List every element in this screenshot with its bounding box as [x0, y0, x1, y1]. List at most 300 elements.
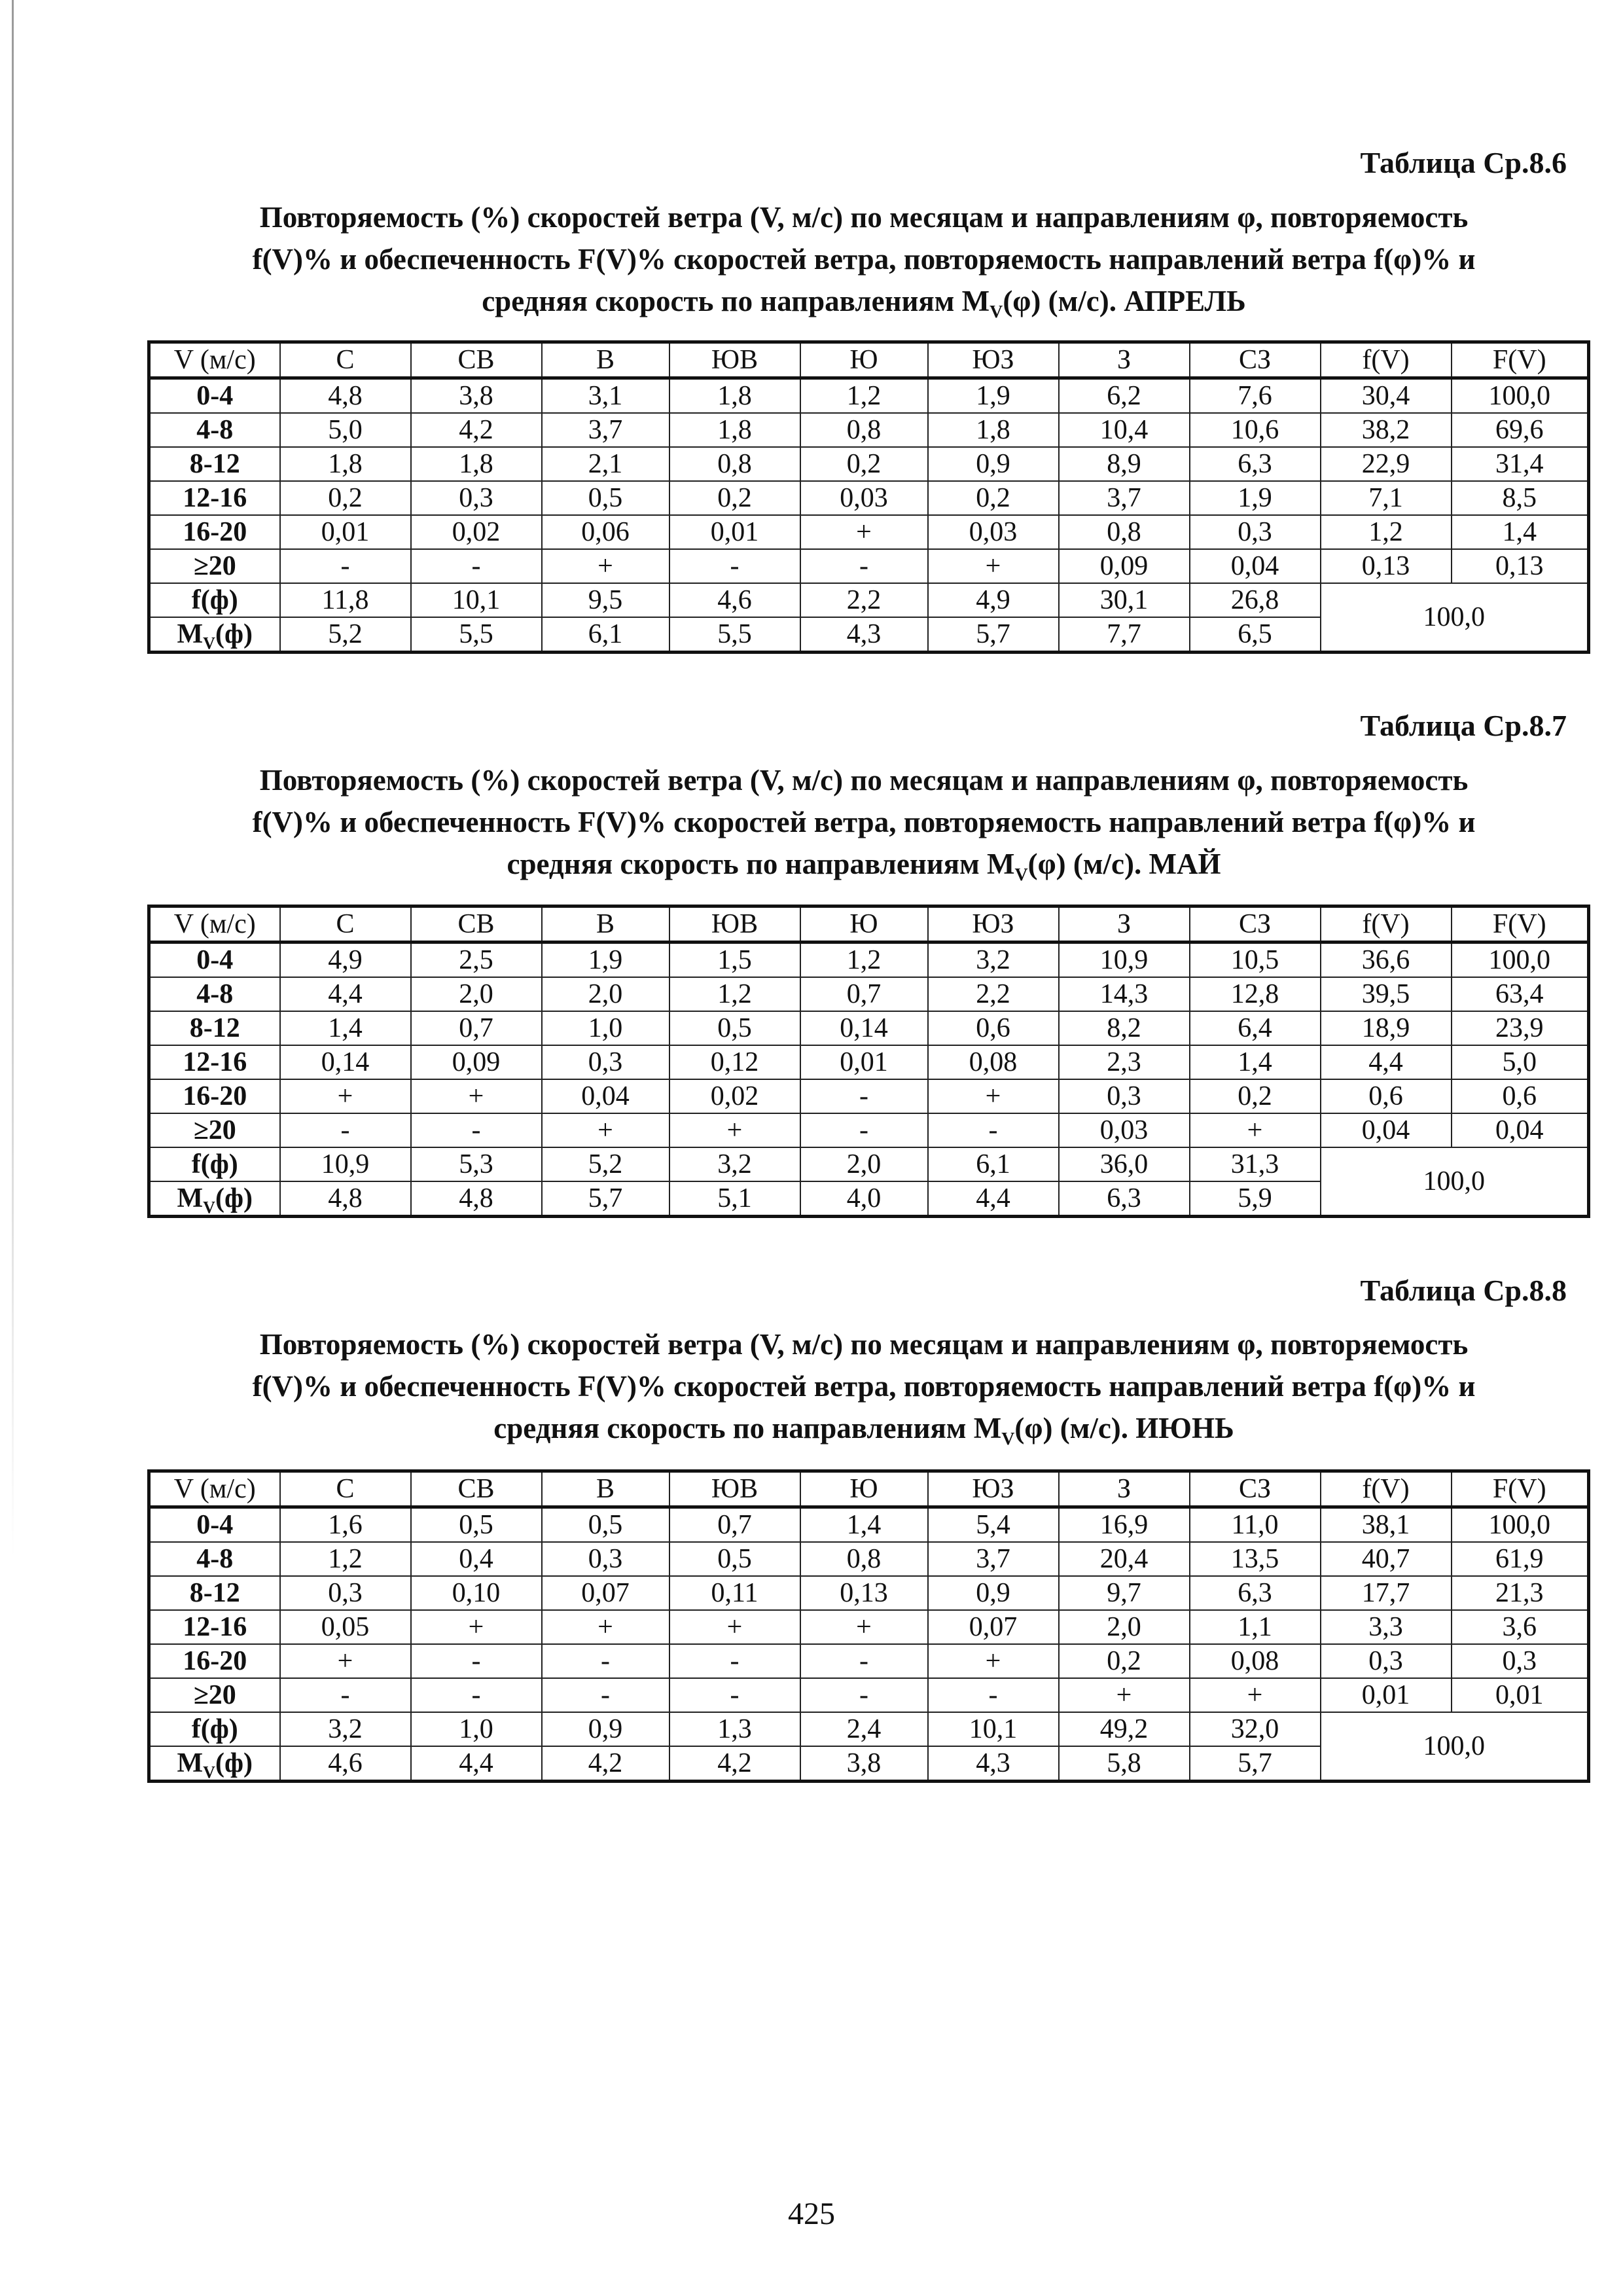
- table-cell: +: [542, 1113, 669, 1147]
- table-cell: 4,4: [411, 1746, 542, 1782]
- table-cell: 3,8: [411, 378, 542, 414]
- table-cell: 1,8: [669, 378, 800, 414]
- table-cell: 4,6: [669, 583, 800, 617]
- table-row-f-phi: [149, 1147, 1589, 1181]
- header-row: [149, 1471, 1589, 1507]
- table-cell: 1,9: [928, 378, 1059, 414]
- table-cell: 0,07: [542, 1576, 669, 1610]
- table-cell: 5,0: [1452, 1045, 1589, 1079]
- table-cell: 17,7: [1321, 1576, 1452, 1610]
- table-row-f-phi: [149, 1712, 1589, 1746]
- table-row: [149, 1576, 1589, 1610]
- table-cell: 0,03: [928, 515, 1059, 549]
- table-cell: 7,7: [1059, 617, 1190, 653]
- table-cell: 1,4: [280, 1011, 411, 1045]
- row-label: ≥20: [149, 549, 280, 583]
- table-cell: 22,9: [1321, 447, 1452, 481]
- table-cell: 6,3: [1190, 447, 1321, 481]
- row-label: 4-8: [149, 977, 280, 1011]
- table-cell: 0,12: [669, 1045, 800, 1079]
- total-cell: 100,0: [1321, 1712, 1589, 1782]
- table-cell: 5,9: [1190, 1181, 1321, 1217]
- caption-line-3: средняя скорость по направлениям $M_V(\varphi)$ (м/с). АПРЕЛЬ: [482, 285, 1246, 322]
- table-cell: 1,2: [280, 1542, 411, 1576]
- table-cell: 0,04: [1452, 1113, 1589, 1147]
- table-cell: 0,11: [669, 1576, 800, 1610]
- table-cell: 4,8: [280, 378, 411, 414]
- table-cell: -: [800, 1079, 928, 1113]
- table-cell: 0,7: [800, 977, 928, 1011]
- table-cell: 5,4: [928, 1507, 1059, 1543]
- table-cell: +: [800, 1610, 928, 1644]
- table-cell: 0,5: [542, 481, 669, 515]
- col-header-fv: f(V): [1321, 906, 1452, 942]
- table-cell: 0,8: [800, 413, 928, 447]
- table-cell: +: [542, 549, 669, 583]
- table-cell: 1,8: [928, 413, 1059, 447]
- row-label: f(ф): [149, 1712, 280, 1746]
- table-cell: -: [411, 549, 542, 583]
- col-header-nw: СЗ: [1190, 342, 1321, 378]
- table-cell: 1,2: [800, 378, 928, 414]
- table-cell: 4,2: [542, 1746, 669, 1782]
- table-cell: 12,8: [1190, 977, 1321, 1011]
- table-cell: 4,6: [280, 1746, 411, 1782]
- table-cell: 5,5: [411, 617, 542, 653]
- table-cell: -: [411, 1113, 542, 1147]
- table-cell: 5,3: [411, 1147, 542, 1181]
- table-cell: 2,0: [1059, 1610, 1190, 1644]
- table-cell: 11,8: [280, 583, 411, 617]
- table-cell: 4,4: [928, 1181, 1059, 1217]
- table-cell: 0,06: [542, 515, 669, 549]
- caption-line-1: Повторяемость (%) скоростей ветра (V, м/с) по месяцам и направлениям φ, повторяемость: [259, 764, 1469, 797]
- col-header-w: З: [1059, 1471, 1190, 1507]
- col-header-speed: V (м/с): [149, 906, 280, 942]
- wind-table-june: [147, 1469, 1590, 1783]
- table-cell: 38,2: [1321, 413, 1452, 447]
- table-cell: 1,4: [800, 1507, 928, 1543]
- table-label: Таблица Ср.8.7: [1360, 709, 1567, 742]
- table-cell: 1,4: [1190, 1045, 1321, 1079]
- table-cell: 0,8: [800, 1542, 928, 1576]
- caption-line-2: f(V)% и обеспеченность F(V)% скоростей ветра, повторяемость направлений ветра f(φ)% и: [252, 806, 1476, 838]
- table-cell: 0,04: [1321, 1113, 1452, 1147]
- table-cell: +: [928, 1079, 1059, 1113]
- table-cell: 3,6: [1452, 1610, 1589, 1644]
- table-cell: 0,08: [1190, 1644, 1321, 1678]
- table-cell: 23,9: [1452, 1011, 1589, 1045]
- table-cell: 4,2: [411, 413, 542, 447]
- table-cell: 9,7: [1059, 1576, 1190, 1610]
- table-row: [149, 413, 1589, 447]
- table-cell: 100,0: [1452, 942, 1589, 978]
- row-label: 12-16: [149, 1045, 280, 1079]
- col-header-e: В: [542, 342, 669, 378]
- table-cell: 0,7: [411, 1011, 542, 1045]
- table-cell: 1,0: [542, 1011, 669, 1045]
- table-cell: 10,9: [280, 1147, 411, 1181]
- table-cell: 3,2: [928, 942, 1059, 978]
- table-cell: 6,1: [928, 1147, 1059, 1181]
- row-label: 16-20: [149, 1079, 280, 1113]
- table-cell: -: [928, 1678, 1059, 1712]
- table-cell: 6,5: [1190, 617, 1321, 653]
- row-label: 16-20: [149, 1644, 280, 1678]
- table-row: [149, 977, 1589, 1011]
- col-header-nw: СЗ: [1190, 906, 1321, 942]
- table-cell: 49,2: [1059, 1712, 1190, 1746]
- table-cell: 1,2: [800, 942, 928, 978]
- table-cell: 0,01: [669, 515, 800, 549]
- table-cell: 6,3: [1059, 1181, 1190, 1217]
- table-cell: 10,5: [1190, 942, 1321, 978]
- table-cell: 0,13: [800, 1576, 928, 1610]
- table-cell: 0,9: [542, 1712, 669, 1746]
- table-cell: 0,8: [669, 447, 800, 481]
- table-cell: +: [928, 549, 1059, 583]
- table-cell: +: [800, 515, 928, 549]
- table-cell: 6,1: [542, 617, 669, 653]
- table-cell: 0,8: [1059, 515, 1190, 549]
- table-row: [149, 1079, 1589, 1113]
- table-cell: 5,1: [669, 1181, 800, 1217]
- table-cell: 0,3: [1190, 515, 1321, 549]
- col-header-ne: СВ: [411, 1471, 542, 1507]
- table-cell: 0,04: [542, 1079, 669, 1113]
- table-cell: -: [669, 1678, 800, 1712]
- table-cell: 10,9: [1059, 942, 1190, 978]
- table-cell: -: [800, 1113, 928, 1147]
- table-cell: 0,3: [1321, 1644, 1452, 1678]
- col-header-ne: СВ: [411, 342, 542, 378]
- table-cell: 2,0: [411, 977, 542, 1011]
- table-row: [149, 1113, 1589, 1147]
- table-cell: 20,4: [1059, 1542, 1190, 1576]
- table-cell: 8,9: [1059, 447, 1190, 481]
- col-header-speed: V (м/с): [149, 342, 280, 378]
- row-label: 0-4: [149, 1507, 280, 1543]
- col-header-Fv: F(V): [1452, 906, 1589, 942]
- table-cell: 13,5: [1190, 1542, 1321, 1576]
- table-cell: 10,1: [411, 583, 542, 617]
- table-cell: -: [280, 549, 411, 583]
- table-cell: +: [1190, 1113, 1321, 1147]
- table-cell: 2,1: [542, 447, 669, 481]
- table-cell: 0,01: [1321, 1678, 1452, 1712]
- table-cell: 5,5: [669, 617, 800, 653]
- row-label: $M_V(ф)$: [149, 1746, 280, 1782]
- table-cell: 1,1: [1190, 1610, 1321, 1644]
- table-cell: 0,6: [1452, 1079, 1589, 1113]
- row-label: 8-12: [149, 1011, 280, 1045]
- table-row: [149, 1507, 1589, 1543]
- table-cell: 3,2: [280, 1712, 411, 1746]
- table-cell: +: [669, 1610, 800, 1644]
- table-cell: -: [800, 1678, 928, 1712]
- table-cell: -: [542, 1678, 669, 1712]
- col-header-nw: СЗ: [1190, 1471, 1321, 1507]
- table-cell: 38,1: [1321, 1507, 1452, 1543]
- col-header-sw: ЮЗ: [928, 906, 1059, 942]
- table-cell: -: [669, 549, 800, 583]
- table-cell: 6,3: [1190, 1576, 1321, 1610]
- table-row: [149, 515, 1589, 549]
- table-cell: 100,0: [1452, 1507, 1589, 1543]
- table-cell: 0,2: [1190, 1079, 1321, 1113]
- table-cell: 10,1: [928, 1712, 1059, 1746]
- table-cell: 0,7: [669, 1507, 800, 1543]
- table-cell: 0,01: [1452, 1678, 1589, 1712]
- table-cell: 8,5: [1452, 481, 1589, 515]
- table-cell: 1,2: [1321, 515, 1452, 549]
- row-label: 0-4: [149, 378, 280, 414]
- table-cell: +: [411, 1610, 542, 1644]
- table-cell: 4,8: [411, 1181, 542, 1217]
- table-cell: 0,5: [669, 1011, 800, 1045]
- row-label: 12-16: [149, 1610, 280, 1644]
- table-cell: 1,9: [1190, 481, 1321, 515]
- table-caption: [157, 196, 1571, 322]
- col-header-Fv: F(V): [1452, 1471, 1589, 1507]
- table-cell: 0,14: [280, 1045, 411, 1079]
- scan-edge-shadow: [12, 0, 14, 1558]
- table-cell: 1,8: [669, 413, 800, 447]
- table-row: [149, 1678, 1589, 1712]
- table-cell: 0,02: [669, 1079, 800, 1113]
- table-cell: 3,2: [669, 1147, 800, 1181]
- row-label: ≥20: [149, 1113, 280, 1147]
- table-cell: 61,9: [1452, 1542, 1589, 1576]
- caption-line-1: Повторяемость (%) скоростей ветра (V, м/с) по месяцам и направлениям φ, повторяемость: [259, 1328, 1469, 1361]
- col-header-se: ЮВ: [669, 1471, 800, 1507]
- table-row: [149, 1011, 1589, 1045]
- table-cell: -: [800, 549, 928, 583]
- row-label: 8-12: [149, 447, 280, 481]
- page-number: 425: [788, 2197, 835, 2231]
- table-cell: 11,0: [1190, 1507, 1321, 1543]
- table-cell: 5,8: [1059, 1746, 1190, 1782]
- table-cell: 10,4: [1059, 413, 1190, 447]
- col-header-se: ЮВ: [669, 342, 800, 378]
- table-cell: -: [280, 1113, 411, 1147]
- caption-line-2: f(V)% и обеспеченность F(V)% скоростей ветра, повторяемость направлений ветра f(φ)% и: [252, 1370, 1476, 1403]
- table-cell: 1,8: [280, 447, 411, 481]
- table-cell: 32,0: [1190, 1712, 1321, 1746]
- table-cell: 39,5: [1321, 977, 1452, 1011]
- table-cell: 3,1: [542, 378, 669, 414]
- table-cell: 0,14: [800, 1011, 928, 1045]
- table-cell: 1,5: [669, 942, 800, 978]
- table-row: [149, 1610, 1589, 1644]
- table-cell: 4,0: [800, 1181, 928, 1217]
- table-cell: 4,2: [669, 1746, 800, 1782]
- col-header-Fv: F(V): [1452, 342, 1589, 378]
- row-label: 8-12: [149, 1576, 280, 1610]
- table-cell: 0,13: [1452, 549, 1589, 583]
- table-cell: 0,10: [411, 1576, 542, 1610]
- table-cell: 0,2: [280, 481, 411, 515]
- table-cell: 36,0: [1059, 1147, 1190, 1181]
- row-label: 12-16: [149, 481, 280, 515]
- row-label: 4-8: [149, 1542, 280, 1576]
- table-cell: 9,5: [542, 583, 669, 617]
- table-cell: -: [280, 1678, 411, 1712]
- table-cell: 21,3: [1452, 1576, 1589, 1610]
- table-cell: 4,4: [280, 977, 411, 1011]
- table-row: [149, 942, 1589, 978]
- table-cell: +: [1190, 1678, 1321, 1712]
- table-cell: 3,7: [928, 1542, 1059, 1576]
- table-caption: [157, 1323, 1571, 1449]
- col-header-n: С: [280, 342, 411, 378]
- table-caption: [157, 759, 1571, 885]
- table-cell: 0,01: [800, 1045, 928, 1079]
- table-cell: -: [669, 1644, 800, 1678]
- table-cell: 4,3: [928, 1746, 1059, 1782]
- table-cell: 0,4: [411, 1542, 542, 1576]
- table-row: [149, 1644, 1589, 1678]
- wind-table-april: [147, 340, 1590, 654]
- table-cell: 5,7: [1190, 1746, 1321, 1782]
- row-label: ≥20: [149, 1678, 280, 1712]
- table-cell: 0,3: [1452, 1644, 1589, 1678]
- caption-line-1: Повторяемость (%) скоростей ветра (V, м/с) по месяцам и направлениям φ, повторяемость: [259, 201, 1469, 234]
- table-label: Таблица Ср.8.6: [1360, 146, 1567, 179]
- row-label: $M_V(ф)$: [149, 617, 280, 653]
- row-label: f(ф): [149, 583, 280, 617]
- col-header-e: В: [542, 906, 669, 942]
- table-cell: 5,2: [542, 1147, 669, 1181]
- table-cell: +: [542, 1610, 669, 1644]
- table-cell: 0,03: [800, 481, 928, 515]
- col-header-sw: ЮЗ: [928, 342, 1059, 378]
- table-cell: 10,6: [1190, 413, 1321, 447]
- col-header-e: В: [542, 1471, 669, 1507]
- table-cell: 16,9: [1059, 1507, 1190, 1543]
- table-cell: 1,4: [1452, 515, 1589, 549]
- table-cell: +: [928, 1644, 1059, 1678]
- table-cell: 0,13: [1321, 549, 1452, 583]
- table-cell: 3,8: [800, 1746, 928, 1782]
- table-cell: 0,3: [542, 1045, 669, 1079]
- table-cell: 0,09: [411, 1045, 542, 1079]
- col-header-speed: V (м/с): [149, 1471, 280, 1507]
- table-cell: +: [1059, 1678, 1190, 1712]
- table-cell: 30,1: [1059, 583, 1190, 617]
- table-cell: 31,3: [1190, 1147, 1321, 1181]
- col-header-n: С: [280, 1471, 411, 1507]
- table-cell: 0,5: [411, 1507, 542, 1543]
- table-cell: -: [411, 1678, 542, 1712]
- table-cell: 0,9: [928, 447, 1059, 481]
- table-row: [149, 447, 1589, 481]
- table-row: [149, 1542, 1589, 1576]
- table-cell: +: [669, 1113, 800, 1147]
- table-cell: 14,3: [1059, 977, 1190, 1011]
- col-header-fv: f(V): [1321, 342, 1452, 378]
- table-cell: 1,3: [669, 1712, 800, 1746]
- table-cell: 1,8: [411, 447, 542, 481]
- table-cell: +: [411, 1079, 542, 1113]
- table-cell: 6,2: [1059, 378, 1190, 414]
- table-cell: 2,0: [800, 1147, 928, 1181]
- col-header-w: З: [1059, 906, 1190, 942]
- caption-line-3: средняя скорость по направлениям $M_V(\varphi)$ (м/с). ИЮНЬ: [493, 1412, 1234, 1449]
- table-cell: 0,3: [411, 481, 542, 515]
- table-cell: 5,0: [280, 413, 411, 447]
- table-cell: 2,0: [542, 977, 669, 1011]
- table-cell: 4,9: [280, 942, 411, 978]
- table-cell: 1,0: [411, 1712, 542, 1746]
- row-label: 4-8: [149, 413, 280, 447]
- col-header-w: З: [1059, 342, 1190, 378]
- table-cell: 36,6: [1321, 942, 1452, 978]
- col-header-ne: СВ: [411, 906, 542, 942]
- table-cell: 2,4: [800, 1712, 928, 1746]
- table-cell: -: [411, 1644, 542, 1678]
- table-row-f-phi: [149, 583, 1589, 617]
- table-cell: 40,7: [1321, 1542, 1452, 1576]
- col-header-fv: f(V): [1321, 1471, 1452, 1507]
- table-cell: 0,3: [280, 1576, 411, 1610]
- table-cell: 0,01: [280, 515, 411, 549]
- table-cell: 4,8: [280, 1181, 411, 1217]
- table-cell: 0,3: [1059, 1079, 1190, 1113]
- row-label: 0-4: [149, 942, 280, 978]
- table-cell: 0,9: [928, 1576, 1059, 1610]
- table-cell: 0,5: [669, 1542, 800, 1576]
- table-cell: +: [280, 1644, 411, 1678]
- table-cell: 7,6: [1190, 378, 1321, 414]
- table-cell: 2,3: [1059, 1045, 1190, 1079]
- col-header-sw: ЮЗ: [928, 1471, 1059, 1507]
- table-cell: 4,9: [928, 583, 1059, 617]
- table-cell: 2,2: [800, 583, 928, 617]
- table-cell: 8,2: [1059, 1011, 1190, 1045]
- table-cell: 63,4: [1452, 977, 1589, 1011]
- table-cell: 0,08: [928, 1045, 1059, 1079]
- row-label: 16-20: [149, 515, 280, 549]
- table-cell: 0,05: [280, 1610, 411, 1644]
- table-cell: -: [928, 1113, 1059, 1147]
- table-cell: 0,5: [542, 1507, 669, 1543]
- table-cell: 5,7: [542, 1181, 669, 1217]
- table-cell: 3,3: [1321, 1610, 1452, 1644]
- total-cell: 100,0: [1321, 1147, 1589, 1217]
- header-row: [149, 342, 1589, 378]
- table-cell: 0,09: [1059, 549, 1190, 583]
- table-row: [149, 1045, 1589, 1079]
- table-cell: 0,2: [800, 447, 928, 481]
- table-cell: 7,1: [1321, 481, 1452, 515]
- row-label: f(ф): [149, 1147, 280, 1181]
- caption-line-3: средняя скорость по направлениям $M_V(\varphi)$ (м/с). МАЙ: [507, 848, 1221, 885]
- col-header-n: С: [280, 906, 411, 942]
- table-label: Таблица Ср.8.8: [1360, 1274, 1567, 1307]
- col-header-s: Ю: [800, 906, 928, 942]
- header-row: [149, 906, 1589, 942]
- table-cell: -: [800, 1644, 928, 1678]
- table-cell: 2,2: [928, 977, 1059, 1011]
- table-cell: 0,2: [928, 481, 1059, 515]
- wind-table-may: [147, 905, 1590, 1218]
- table-cell: 0,6: [928, 1011, 1059, 1045]
- table-cell: 18,9: [1321, 1011, 1452, 1045]
- table-cell: 30,4: [1321, 378, 1452, 414]
- table-row: [149, 549, 1589, 583]
- table-cell: 3,7: [1059, 481, 1190, 515]
